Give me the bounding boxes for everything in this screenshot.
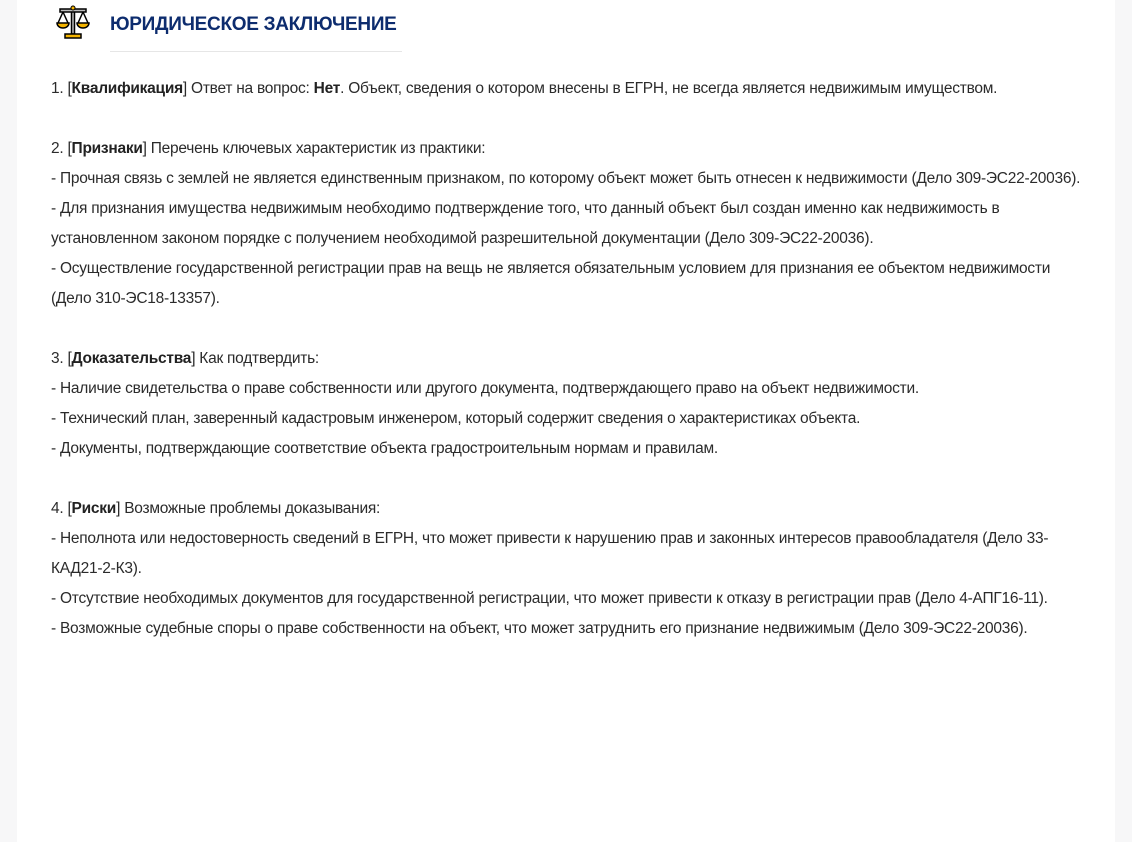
- opinion-body: [51, 74, 1091, 674]
- section-intro: ] Ответ на вопрос:: [182, 80, 314, 97]
- list-item: - Неполнота или недостоверность сведений в ЕГРН, что может привести к нарушению прав и законных интересов правообладателя (Дело 33-КАД21-2-К3).: [51, 530, 1049, 577]
- section-tag: Риски: [71, 500, 117, 517]
- section-features: [51, 134, 1091, 314]
- section-qualification: [51, 74, 1091, 104]
- section-risks: [51, 494, 1091, 644]
- list-item: - Осуществление государственной регистрации прав на вещь не является обязательным условием для признания ее объектом недвижимости (Дело 310-ЭС18-13357).: [51, 260, 1051, 307]
- title-divider: [110, 51, 402, 52]
- section-intro: ] Как подтвердить:: [191, 350, 319, 367]
- list-item: - Технический план, заверенный кадастровым инженером, который содержит сведения о характеристиках объекта.: [51, 410, 861, 427]
- section-number: 1. [: [51, 80, 72, 97]
- scales-icon: [55, 4, 91, 40]
- header: [55, 4, 91, 40]
- section-number: 4. [: [51, 500, 72, 517]
- list-item: - Возможные судебные споры о праве собственности на объект, что может затруднить его признание недвижимым (Дело 309-ЭС22-20036).: [51, 620, 1028, 637]
- section-number: 2. [: [51, 140, 72, 157]
- section-heading: [51, 74, 1091, 104]
- list-item: - Прочная связь с землей не является единственным признаком, по которому объект может быть отнесен к недвижимости (Дело 309-ЭС22-20036).: [51, 170, 1081, 187]
- answer: Нет: [313, 80, 341, 97]
- section-heading: [51, 494, 1091, 524]
- section-intro: ] Возможные проблемы доказывания:: [116, 500, 381, 517]
- section-heading: [51, 134, 1091, 164]
- page-title: ЮРИДИЧЕСКОЕ ЗАКЛЮЧЕНИЕ: [110, 14, 397, 35]
- section-intro: ] Перечень ключевых характеристик из практики:: [142, 140, 486, 157]
- list-item: - Для признания имущества недвижимым необходимо подтверждение того, что данный объект был создан именно как недвижимость в установленном законом порядке с получением необходимой разрешительной документации (Дело 309-ЭС22-20036).: [51, 200, 1000, 247]
- list-item: - Наличие свидетельства о праве собственности или другого документа, подтверждающего право на объект недвижимости.: [51, 380, 919, 397]
- section-tag: Квалификация: [71, 80, 183, 97]
- section-number: 3. [: [51, 350, 72, 367]
- answer-text: . Объект, сведения о котором внесены в ЕГРН, не всегда является недвижимым имуществом.: [340, 80, 998, 97]
- section-tag: Признаки: [71, 140, 143, 157]
- legal-opinion-card: [17, 0, 1115, 842]
- list-item: - Отсутствие необходимых документов для государственной регистрации, что может привести к отказу в регистрации прав (Дело 4-АПГ16-11).: [51, 590, 1048, 607]
- section-tag: Доказательства: [71, 350, 192, 367]
- list-item: - Документы, подтверждающие соответствие объекта градостроительным нормам и правилам.: [51, 440, 718, 457]
- section-heading: [51, 344, 1091, 374]
- section-evidence: [51, 344, 1091, 464]
